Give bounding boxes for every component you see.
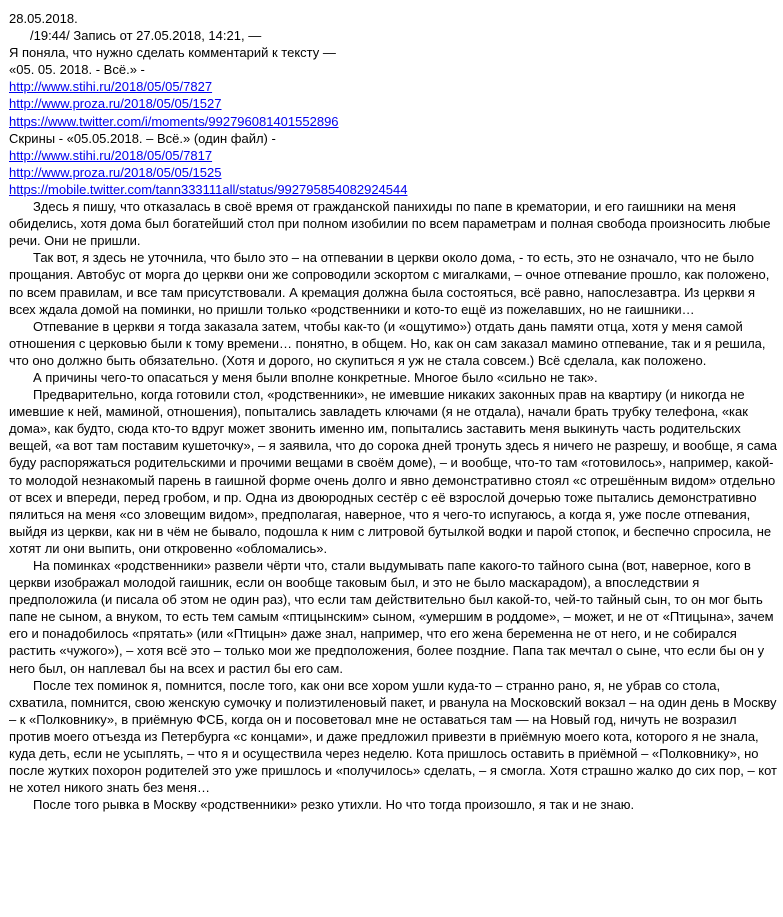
paragraph: После того рывка в Москву «родственники» резко утихли. Но что тогда произошло, я так и не знаю. bbox=[33, 797, 635, 813]
screens-line: Скрины - «05.05.2018. – Всё.» (один файл) - bbox=[9, 130, 276, 146]
link-proza-1527[interactable]: http://www.proza.ru/2018/05/05/1527 bbox=[9, 96, 222, 112]
paragraph: На поминках «родственники» развели чёрти что, стали выдумывать папе какого-то тайного сына (вот, наверное, кого в церкви изображал молодой гаишник, если он вообще таковым был, и это не было маскарадом), а впоследствии я предположила (и писала об этом не один раз), что если там действительно был какой-то, чей-то тайный сын, то он мог быть папе не сыном, а внуком, то есть тем самым «птицынским» сыном, «умершим в роддоме», – может, и не от «Птицына», зачем его и понадобилось «прятать» (или «Птицын» даже знал, например, что его жена беременна не от него, и не собирался растить «чужого»), – хотя всё это – только мои же предположения, более поздние. Папа так мечтал о сыне, что если бы он у него был, он наплевал бы на всех и растил бы его сам. bbox=[9, 558, 774, 676]
link-proza-1525[interactable]: http://www.proza.ru/2018/05/05/1525 bbox=[9, 164, 222, 180]
date-line: 28.05.2018. bbox=[9, 11, 78, 26]
link-twitter-moments[interactable]: https://www.twitter.com/i/moments/992796081401552896 bbox=[9, 113, 339, 129]
paragraph: Отпевание в церкви я тогда заказала затем, чтобы как-то (и «ощутимо») отдать дань памяти отца, хотя у меня самой отношения с церковью были к тому времени… понятно, в общем. Но, как он сам заказал мамино отпевание, так и я решила, что оно должно быть обязательно. (Хотя и дорого, но скупиться я уж не стала совсем.) Всё сделала, как положено. bbox=[9, 318, 766, 368]
paragraph: Так вот, я здесь не уточнила, что было это – на отпевании в церкви около дома, - то есть, это не означало, что не было прощания. Автобус от морга до церкви они же сопроводили эскортом с мигалками, – очное отпевание прошло, как положено, по всем правилам, и все там присутствовали. А кремация должна была состояться, всё равно, напослезавтра. Из церкви я всех ждала домой на поминки, но пришли только «родственники и кото-то ещё из пожелавших, но не гаишники… bbox=[9, 250, 770, 317]
paragraph: После тех поминок я, помнится, после того, как они все хором ушли куда-то – странно рано, я, не убрав со стола, схватила, помнится, свою женскую сумочку и полиэтиленовый пакет, и рванула на Московский вокзал – на один день в Москву – к «Полковнику», в приёмную ФСБ, когда он и посоветовал мне не оставаться там — на Новый год, ничуть не возразил против моего отъезда из Петербурга «с концами», и даже предложил привезти в приёмную моего кота, которого я не знала, куда деть, если не усыплять, – что я и осуществила через неделю. Кота пришлось оставить в приёмной – «Полковнику», но после жутких похорон родителей это уже пришлось и «получилось» сделать, – я смогла. Хотя страшно жалко до сих пор, – кот не хотел никого знать без меня… bbox=[9, 677, 777, 796]
link-stihi-7817[interactable]: http://www.stihi.ru/2018/05/05/7817 bbox=[9, 147, 213, 163]
paragraph: А причины чего-то опасаться у меня были вполне конкретные. Многое было «сильно не так». bbox=[33, 369, 598, 385]
link-twitter-status[interactable]: https://mobile.twitter.com/tann333111all/status/992795854082924544 bbox=[9, 181, 408, 197]
entry-timestamp-line: /19:44/ Запись от 27.05.2018, 14:21, — bbox=[30, 28, 262, 44]
document bbox=[9, 10, 777, 813]
title-line: «05. 05. 2018. - Всё.» - bbox=[9, 62, 145, 78]
paragraph: Предварительно, когда готовили стол, «родственники», не имевшие никаких законных прав на квартиру (и никогда не имевшие к ней, маминой, отношения), попытались завладеть ключами (я не отдала), начали брать трубку телефона, «как дома», как будто, сюда кто-то вдруг может звонить именно им, попытались заставить меня выкинуть часть родительских вещей, «а вот там поставим кушеточку», – я заявила, что до сорока дней тронуть здесь я ничего не разрешу, и вообще, я сама буду распоряжаться родительскими и прочими вещами в своём доме), – и вообще, что-то там «готовилось», например, какой-то молодой незнакомый парень в гаишной форме очень долго и явно демонстративно стоял «с отрешённым видом» отдельно от всех и впереди, перед гробом, и пр. Одна из двоюродных сестёр с её взрослой дочерью тоже пытались демонстративно пялиться на меня «со зловещим видом», предполагая, наверное, что я чего-то испугаюсь, а когда я, уже после отпевания, выйдя из церкви, как ни в чём не бывало, подошла к ним с литровой бутылкой водки и парой стопок, и беспечно спросила, не хотят ли они выпить, они откровенно «обломались». bbox=[9, 387, 777, 556]
intro-line: Я поняла, что нужно сделать комментарий к тексту — bbox=[9, 45, 336, 61]
paragraph: Здесь я пишу, что отказалась в своё время от гражданской панихиды по папе в крематории, и его гаишники на меня обиделись, хотя дома был богатейший стол при полном изобилии по всем параметрам и полная свобода произносить любые речи. Они не пришли. bbox=[9, 199, 771, 249]
link-stihi-7827[interactable]: http://www.stihi.ru/2018/05/05/7827 bbox=[9, 79, 213, 95]
